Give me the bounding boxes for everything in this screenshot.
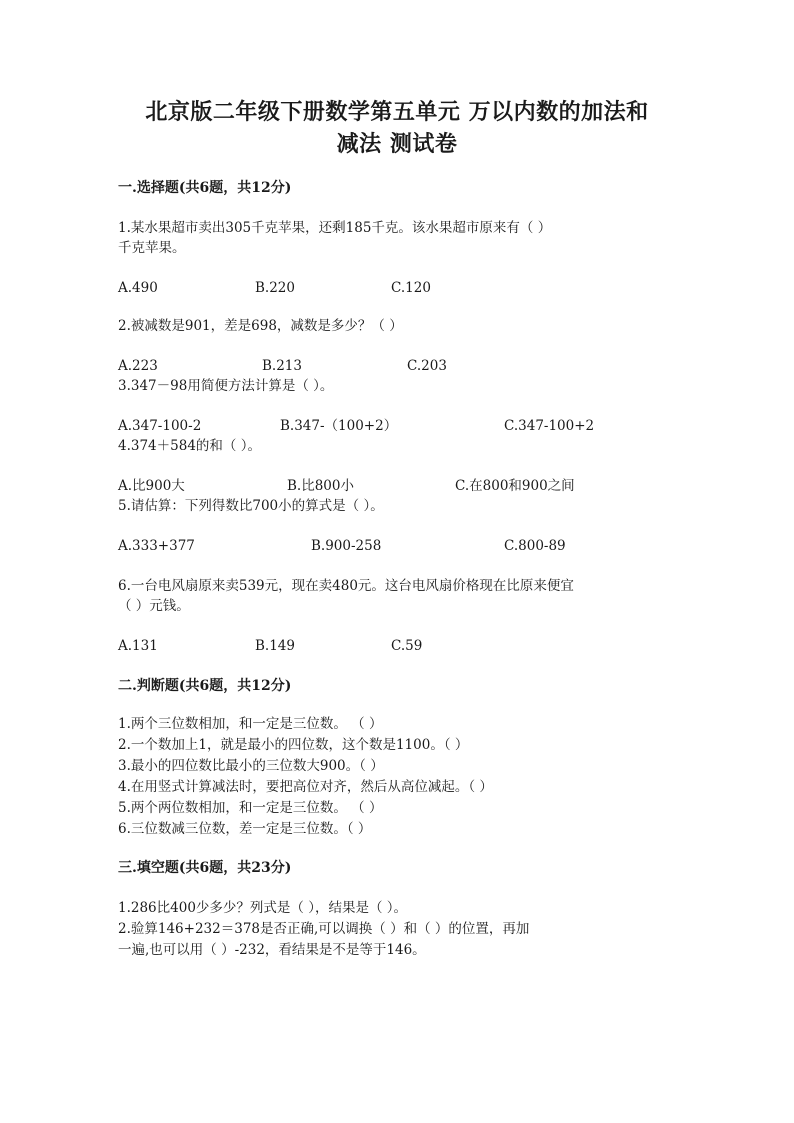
page-title-line2: 减法 测试卷 [336, 131, 458, 157]
judgement-item: 1.两个三位数相加，和一定是三位数。 （ ） [118, 716, 383, 732]
question-text: 一遍,也可以用（ ）-232，看结果是不是等于146。 [118, 942, 426, 958]
option-a: A.333+377 [118, 538, 195, 554]
option-c: C.59 [391, 638, 423, 654]
question-text: 5.请估算：下列得数比700小的算式是（ ）。 [118, 498, 384, 514]
judgement-item: 5.两个两位数相加，和一定是三位数。 （ ） [118, 800, 383, 816]
question-text: 2.验算146+232＝378是否正确,可以调换（ ）和（ ）的位置，再加 [118, 921, 530, 937]
option-b: B.347-（100+2） [280, 418, 398, 434]
section-heading-judgement: 二.判断题(共6题，共12分) [118, 678, 292, 694]
option-a: A.347-100-2 [118, 418, 202, 434]
question-text: 1.某水果超市卖出305千克苹果，还剩185千克。该水果超市原来有（ ） [118, 220, 552, 236]
option-b: B.900-258 [311, 538, 382, 554]
question-text: 2.被减数是901，差是698，减数是多少？（ ） [118, 318, 403, 334]
option-a: A.比900大 [118, 478, 185, 494]
option-a: A.131 [118, 638, 158, 654]
question-text: 4.374＋584的和（ ）。 [118, 438, 261, 454]
question-text: 3.347－98用简便方法计算是（ ）。 [118, 378, 334, 394]
question-text: 6.一台电风扇原来卖539元，现在卖480元。这台电风扇价格现在比原来便宜 [118, 578, 574, 594]
option-b: B.213 [262, 358, 302, 374]
option-b: B.220 [255, 280, 295, 296]
option-c: C.在800和900之间 [455, 478, 575, 494]
option-b: B.149 [255, 638, 295, 654]
option-c: C.347-100+2 [504, 418, 595, 434]
option-a: A.223 [118, 358, 158, 374]
option-c: C.203 [407, 358, 447, 374]
question-text: 1.286比400少多少？列式是（ ），结果是（ ）。 [118, 900, 407, 916]
option-b: B.比800小 [287, 478, 354, 494]
section-heading-fill-in: 三.填空题(共6题，共23分) [118, 860, 292, 876]
question-text: （ ）元钱。 [118, 598, 190, 614]
section-heading-choice: 一.选择题(共6题，共12分) [118, 180, 292, 196]
judgement-item: 6.三位数减三位数，差一定是三位数。（ ） [118, 821, 372, 837]
option-c: C.120 [391, 280, 431, 296]
judgement-item: 2.一个数加上1，就是最小的四位数，这个数是1100。（ ） [118, 737, 469, 753]
option-a: A.490 [118, 280, 158, 296]
option-c: C.800-89 [504, 538, 566, 554]
page-title-line1: 北京版二年级下册数学第五单元 万以内数的加法和 [145, 99, 649, 125]
judgement-item: 3.最小的四位数比最小的三位数大900。（ ） [118, 758, 384, 774]
judgement-item: 4.在用竖式计算减法时，要把高位对齐，然后从高位减起。（ ） [118, 779, 493, 795]
question-text: 千克苹果。 [118, 240, 186, 256]
